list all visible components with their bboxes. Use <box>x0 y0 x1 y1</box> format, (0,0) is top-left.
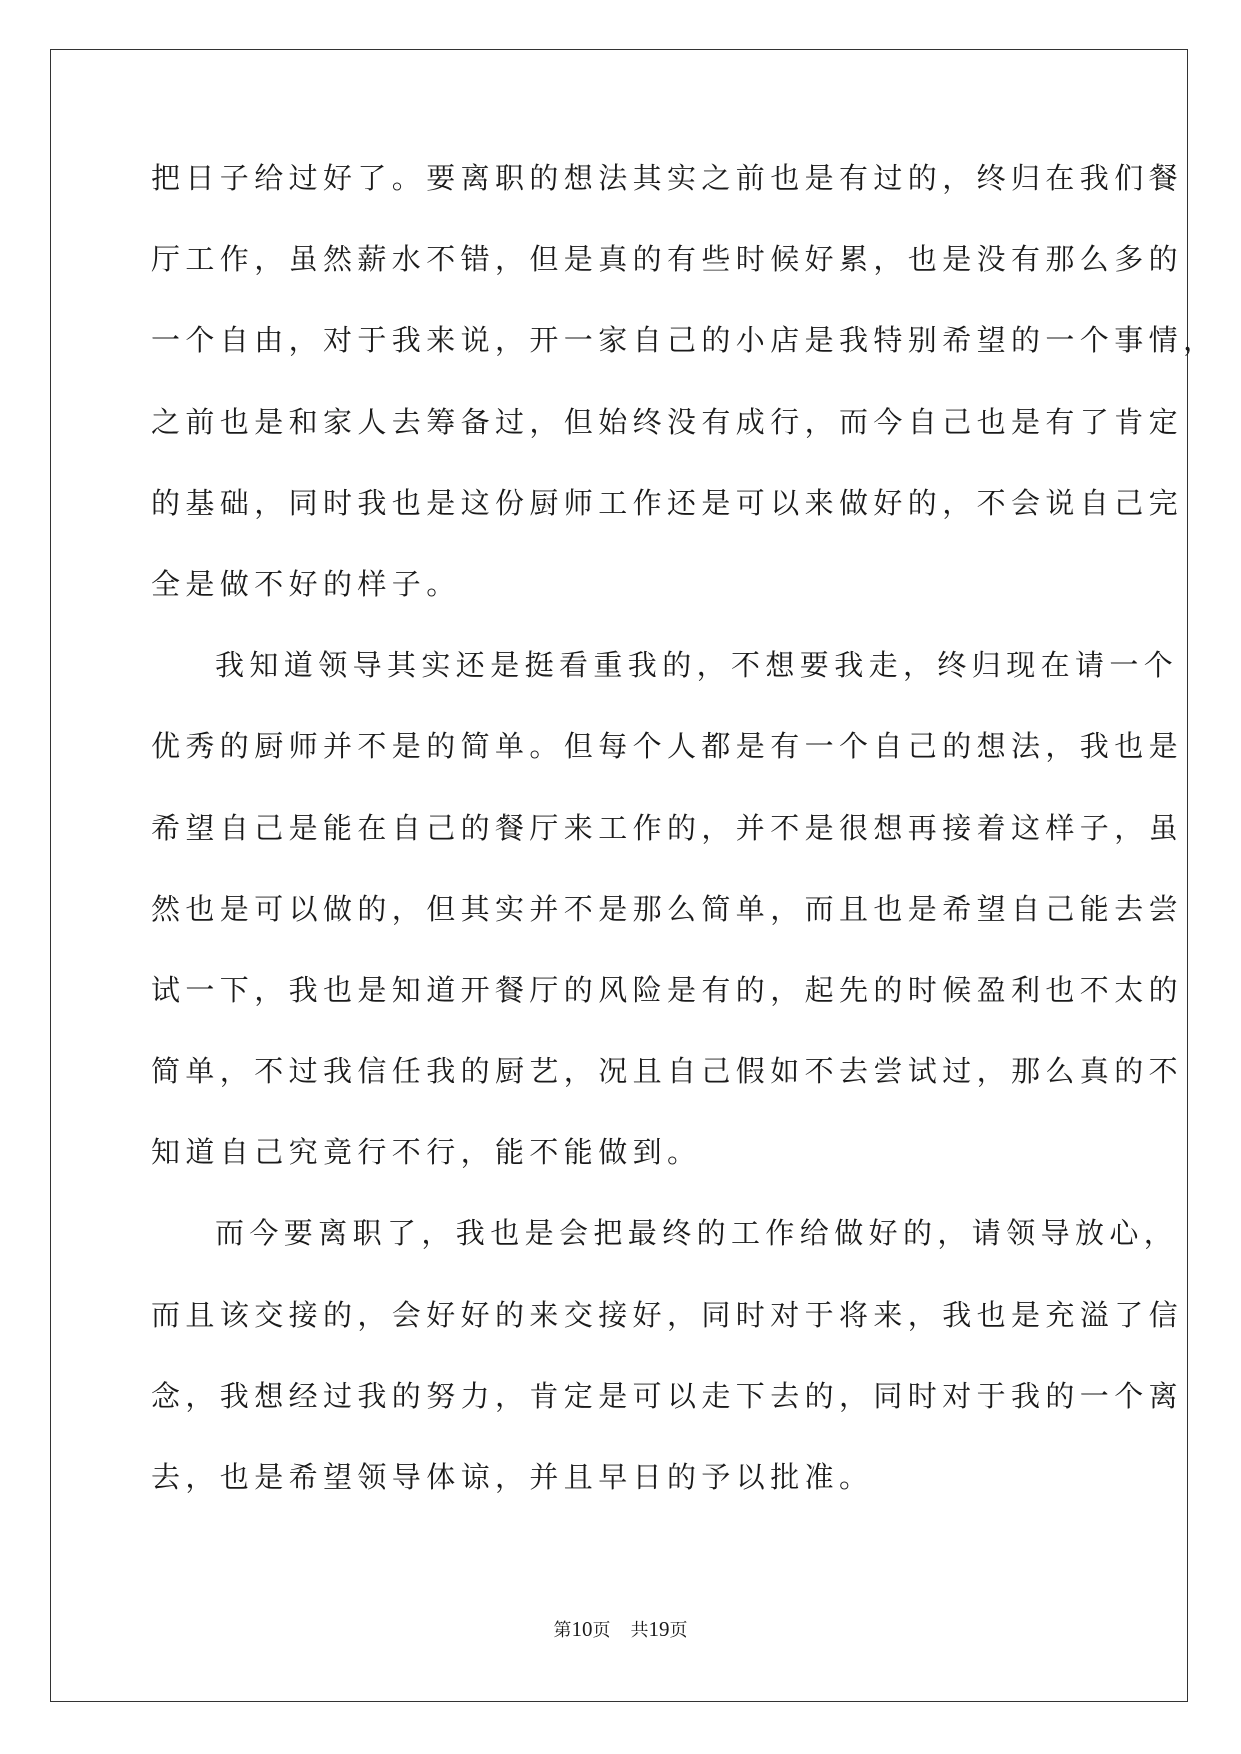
text-line: 厅工作，虽然薪水不错，但是真的有些时候好累，也是没有那么多的 <box>151 242 1184 277</box>
text-line: 试一下，我也是知道开餐厅的风险是有的，起先的时候盈利也不太的 <box>151 972 1184 1007</box>
page-suffix: 页 <box>592 1620 611 1641</box>
text-line: 把日子给过好了。要离职的想法其实之前也是有过的，终归在我们餐 <box>151 161 1184 195</box>
paragraph-first-line: 而今要离职了，我也是会把最终的工作给做好的，请领导放心， <box>215 1216 1179 1251</box>
text-line: 简单，不过我信任我的厨艺，况且自己假如不去尝试过，那么真的不 <box>151 1054 1184 1089</box>
paragraph-first-line: 我知道领导其实还是挺看重我的，不想要我走，终归现在请一个 <box>215 648 1179 683</box>
text-line: 希望自己是能在自己的餐厅来工作的，并不是很想再接着这样子，虽 <box>151 810 1184 845</box>
text-line: 知道自己究竟行不行，能不能做到。 <box>151 1135 702 1170</box>
text-line: 之前也是和家人去筹备过，但始终没有成行，而今自己也是有了肯定 <box>151 404 1184 439</box>
total-prefix: 共 <box>630 1620 649 1641</box>
text-line: 而且该交接的，会好好的来交接好，同时对于将来，我也是充溢了信 <box>151 1297 1184 1332</box>
page-footer <box>0 1618 1241 1642</box>
text-line: 然也是可以做的，但其实并不是那么简单，而且也是希望自己能去尝 <box>151 891 1184 926</box>
text-line: 的基础，同时我也是这份厨师工作还是可以来做好的，不会说自己完 <box>151 485 1184 520</box>
text-line: 全是做不好的样子。 <box>151 566 461 601</box>
total-pages: 19 <box>648 1617 670 1641</box>
page-number: 10 <box>571 1617 593 1641</box>
text-line: 一个自由，对于我来说，开一家自己的小店是我特别希望的一个事情， <box>151 323 1218 358</box>
document-body <box>151 161 1218 1543</box>
text-line: 优秀的厨师并不是的简单。但每个人都是有一个自己的想法，我也是 <box>151 729 1184 764</box>
text-line: 念，我想经过我的努力，肯定是可以走下去的，同时对于我的一个离 <box>151 1378 1184 1413</box>
text-line: 去，也是希望领导体谅，并且早日的予以批准。 <box>151 1460 874 1494</box>
total-suffix: 页 <box>669 1620 688 1641</box>
page-prefix: 第 <box>553 1620 572 1641</box>
